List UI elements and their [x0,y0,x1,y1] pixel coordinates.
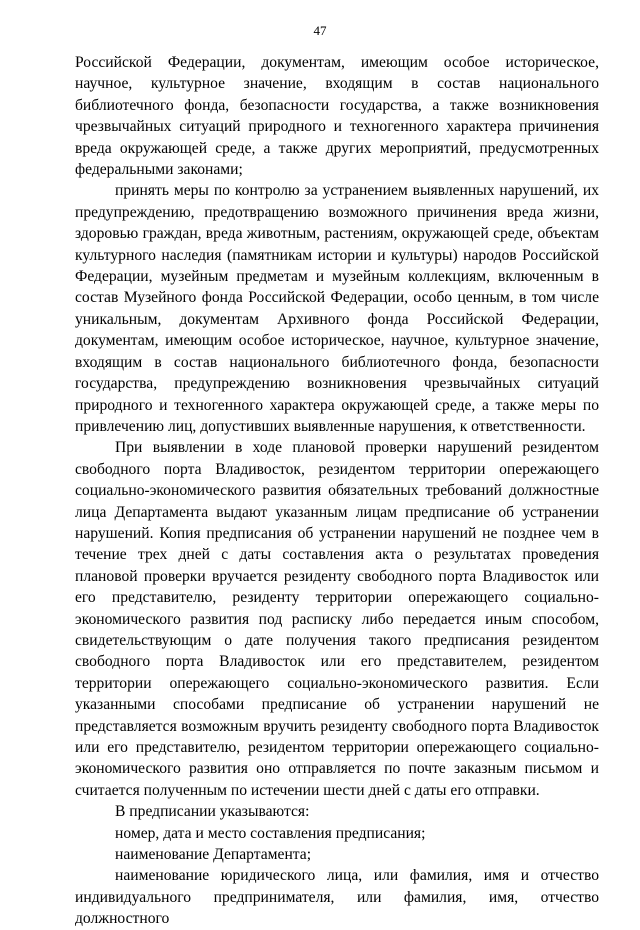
paragraph-department-name: наименование Департамента; [115,846,312,864]
document-body [75,52,599,930]
page-number: 47 [313,23,327,38]
paragraph-order-contents-intro: В предписании указываются: [115,803,310,821]
paragraph-order-number: номер, дата и место составления предписания; [115,824,426,842]
paragraph-entity-name: наименование юридического лица, или фамилия, имя и отчество индивидуального предпринимателя, или фамилия, имя, отчество должностного [75,867,599,928]
paragraph-measures: принять меры по контролю за устранением выявленных нарушений, их предупреждению, предотвращению возможного причинения вреда жизни, здоровью граждан, вреда животным, растениям, окружающей среде, объектам культурного наследия (памятникам истории и культуры) народов Российской Федерации, музейным предметам и музейным коллекциям, включенным в состав Музейного фонда Российской Федерации, особо ценным, в том числе уникальным, документам Архивного фонда Российской Федерации, документам, имеющим особое историческое, научное, культурное значение, входящим в состав национального библиотечного фонда, безопасности государства, предупреждению возникновения чрезвычайных ситуаций природного и техногенного характера окружающей среде, а также меры по привлечению лиц, допустивших выявленные нарушения, к ответственности. [75,182,599,435]
paragraph-continuation: Российской Федерации, документам, имеющим особое историческое, научное, культурное значение, входящим в состав национального библиотечного фонда, безопасности государства, а также возникновения чрезвычайных ситуаций природного и техногенного характера причинения вреда окружающей среде, а также других мероприятий, предусмотренных федеральными законами; [75,54,599,179]
paragraph-violations: При выявлении в ходе плановой проверки нарушений резидентом свободного порта Владивосток, резидентом территории опережающего социально-экономического развития обязательных требований должностные лица Департамента выдают указанным лицам предписание об устранении нарушений. Копия предписания об устранении нарушений не позднее чем в течение трех дней с даты составления акта о результатах проведения плановой проверки вручается резиденту свободного порта Владивосток или его представителю, резиденту территории опережающего социально-экономического развития под расписку либо передается иным способом, свидетельствующим о дате получения такого предписания резидентом свободного порта Владивосток или его представителем, резидентом территории опережающего социально-экономического развития. Если указанными способами предписание об устранении нарушений не представляется возможным вручить резиденту свободного порта Владивосток или его представителю, резидентом территории опережающего социально-экономического развития оно отправляется по почте заказным письмом и считается полученным по истечении шести дней с даты его отправки. [75,439,599,799]
